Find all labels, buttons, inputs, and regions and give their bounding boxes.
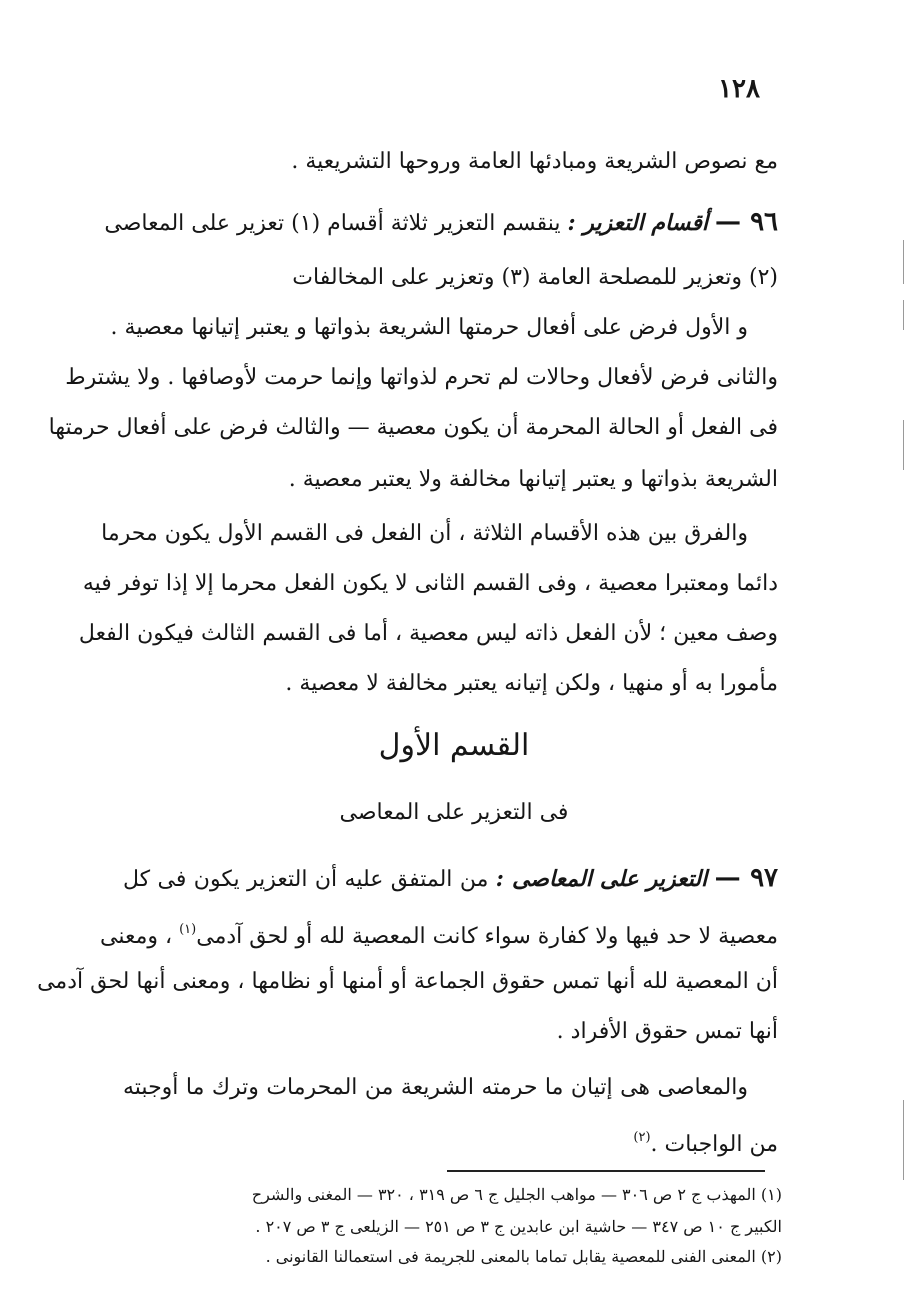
body-line-text: معصية لا حد فيها ولا كفارة سواء كانت المعصية لله أو لحق آدمى xyxy=(196,924,778,949)
body-line: مع نصوص الشريعة ومبادئها العامة وروحها التشريعية . xyxy=(291,149,778,174)
section-text: من المتفق عليه أن التعزير يكون فى كل xyxy=(123,867,489,892)
footnote-line: (٢) المعنى الفنى للمعصية يقابل تماما بالمعنى للجريمة فى استعمالنا القانونى . xyxy=(265,1247,782,1266)
body-line: دائما ومعتبرا معصية ، وفى القسم الثانى لا يكون الفعل محرما إلا إذا توفر فيه xyxy=(82,571,778,596)
section-number: ٩٧ — xyxy=(714,863,778,893)
body-line: وصف معين ؛ لأن الفعل ذاته ليس معصية ، أما فى القسم الثالث فيكون الفعل xyxy=(78,621,778,646)
section-heading-sub: فى التعزير على المعاصى xyxy=(339,800,569,825)
section-number: ٩٦ — xyxy=(715,207,778,237)
body-line-text: من الواجبات . xyxy=(650,1132,778,1157)
section-heading: أقسام التعزير : xyxy=(567,210,708,236)
section-97-line xyxy=(123,856,778,900)
body-line: مأمورا به أو منهيا ، ولكن إتيانه يعتبر مخالفة لا معصية . xyxy=(285,671,778,696)
footnote-line: (١) المهذب ج ٢ ص ٣٠٦ — مواهب الجليل ج ٦ ص ٣١٩ ، ٣٢٠ — المغنى والشرح xyxy=(251,1185,782,1204)
body-line: والفرق بين هذه الأقسام الثلاثة ، أن الفعل فى القسم الأول يكون محرما xyxy=(101,521,748,546)
footnote-ref: (١) xyxy=(179,922,197,937)
section-heading-main: القسم الأول xyxy=(378,728,530,763)
scan-edge-mark xyxy=(903,240,904,284)
footnote-separator xyxy=(447,1170,765,1172)
scan-edge-mark xyxy=(903,1100,904,1180)
body-line xyxy=(100,908,778,952)
section-heading: التعزير على المعاصى : xyxy=(495,866,708,892)
body-line: و الأول فرض على أفعال حرمتها الشريعة بذواتها و يعتبر إتيانها معصية . xyxy=(110,315,748,340)
page-number: ١٢٨ xyxy=(718,74,760,104)
body-line xyxy=(123,1116,778,1160)
body-line: الشريعة بذواتها و يعتبر إتيانها مخالفة ولا يعتبر معصية . xyxy=(288,467,778,492)
body-line: والمعاصى هى إتيان ما حرمته الشريعة من المحرمات وترك ما أوجبته xyxy=(123,1075,748,1100)
body-line: أن المعصية لله أنها تمس حقوق الجماعة أو أمنها أو نظامها ، ومعنى أنها لحق آدمى xyxy=(37,969,778,994)
section-text: ينقسم التعزير ثلاثة أقسام (١) تعزير على المعاصى xyxy=(104,211,561,236)
footnote-line: الكبير ج ١٠ ص ٣٤٧ — حاشية ابن عابدين ج ٣ ص ٢٥١ — الزيلعى ج ٣ ص ٢٠٧ . xyxy=(255,1217,782,1236)
footnote-ref: (٢) xyxy=(633,1130,651,1145)
scan-edge-mark xyxy=(903,420,904,470)
body-line: أنها تمس حقوق الأفراد . xyxy=(556,1019,778,1044)
section-96-line xyxy=(104,200,778,244)
scan-edge-mark xyxy=(903,300,904,330)
body-line: فى الفعل أو الحالة المحرمة أن يكون معصية — والثالث فرض على أفعال حرمتها xyxy=(48,415,778,440)
body-line: والثانى فرض لأفعال وحالات لم تحرم لذواتها وإنما حرمت لأوصافها . ولا يشترط xyxy=(65,365,778,390)
body-line-text: ، ومعنى xyxy=(100,924,173,949)
body-line: (٢) وتعزير للمصلحة العامة (٣) وتعزير على المخالفات xyxy=(292,265,778,290)
